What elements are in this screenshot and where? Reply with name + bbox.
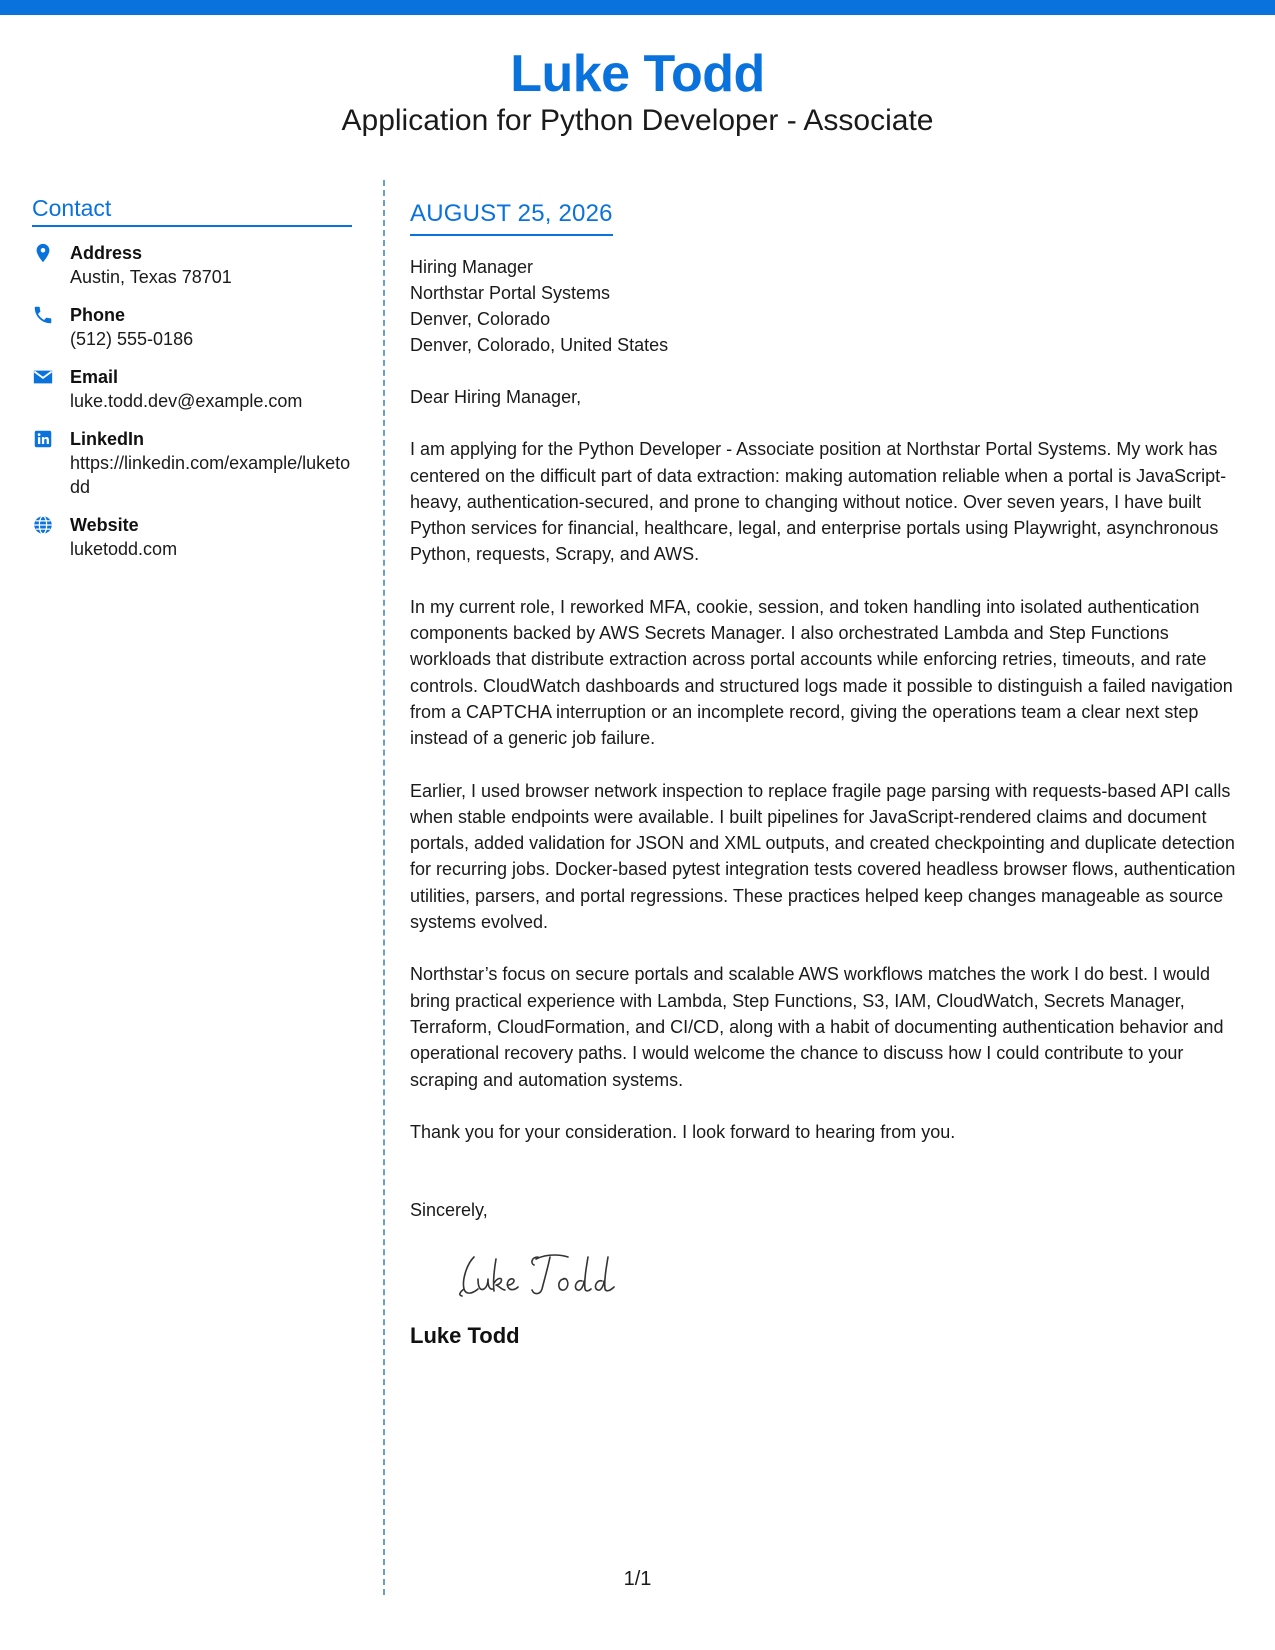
contact-label: Email bbox=[70, 367, 119, 387]
application-subtitle: Application for Python Developer - Associate bbox=[341, 104, 934, 137]
contact-item-linkedin bbox=[32, 427, 352, 499]
letter-header bbox=[0, 42, 1275, 140]
body-paragraph: Thank you for your consideration. I look forward to hearing from you. bbox=[410, 1121, 956, 1142]
contact-label: Phone bbox=[70, 305, 126, 325]
contact-sidebar bbox=[32, 194, 352, 561]
contact-label: Website bbox=[70, 515, 139, 535]
phone-icon bbox=[32, 304, 54, 326]
body-paragraph: I am applying for the Python Developer - Associate position at Northstar Portal Systems. My work has centered on the difficult part of data extraction: making automation reliable when a portal is JavaScript-heavy, authentication-secured, and prone to changing without notice. Over seven years, I have built Python services for financial, healthcare, legal, and enterprise portals using Playwright, asynchronous Python, requests, Scrapy, and AWS. bbox=[410, 439, 1227, 565]
location-pin-icon bbox=[32, 242, 54, 264]
letter-date: AUGUST 25, 2026 bbox=[410, 198, 613, 236]
contact-value[interactable]: https://linkedin.com/example/luketodd bbox=[70, 453, 351, 497]
contact-item-phone bbox=[32, 303, 352, 351]
body-paragraph: In my current role, I reworked MFA, cookie, session, and token handling into isolated authentication components backed by AWS Secrets Manager. I also orchestrated Lambda and Step Functions workloads that distribute extraction across portal accounts while enforcing retries, timeouts, and rate controls. CloudWatch dashboards and structured logs made it possible to distinguish a failed navigation from a CAPTCHA interruption or an incomplete record, giving the operations team a clear next step instead of a generic job failure. bbox=[410, 596, 1233, 749]
recipient-line: Denver, Colorado bbox=[410, 309, 551, 329]
contact-label: Address bbox=[70, 243, 143, 263]
body-paragraph: Earlier, I used browser network inspection to replace fragile page parsing with requests-based API calls when stable endpoints were available. I built pipelines for JavaScript-rendered claims and document portals, added validation for JSON and XML outputs, and created checkpointing and duplicate detection for recurring jobs. Docker-based pytest integration tests covered headless browser flows, authentication utilities, parsers, and portal regressions. These practices helped keep changes manageable as source systems evolved. bbox=[410, 780, 1236, 933]
contact-item-address bbox=[32, 241, 352, 289]
globe-icon bbox=[32, 514, 54, 536]
handwritten-signature bbox=[456, 1245, 1250, 1307]
linkedin-icon bbox=[32, 428, 54, 450]
contact-item-email bbox=[32, 365, 352, 413]
recipient-line: Denver, Colorado, United States bbox=[410, 335, 669, 355]
recipient-line: Northstar Portal Systems bbox=[410, 283, 611, 303]
contact-label: LinkedIn bbox=[70, 429, 145, 449]
closing: Sincerely, bbox=[410, 1200, 488, 1221]
page-number: 1/1 bbox=[623, 1568, 652, 1590]
applicant-name: Luke Todd bbox=[510, 45, 765, 103]
recipient-block bbox=[410, 254, 1250, 358]
contact-value: (512) 555-0186 bbox=[70, 329, 194, 349]
salutation: Dear Hiring Manager, bbox=[410, 387, 582, 407]
envelope-icon bbox=[32, 366, 54, 388]
body-paragraph: Northstar’s focus on secure portals and scalable AWS workflows matches the work I do best. I would bring practical experience with Lambda, Step Functions, S3, IAM, CloudWatch, Secrets Manager, Terraform, CloudFormation, and CI/CD, along with a habit of documenting authentication behavior and operational recovery paths. I would welcome the chance to discuss how I could contribute to your scraping and automation systems. bbox=[410, 964, 1224, 1090]
contact-value[interactable]: luketodd.com bbox=[70, 539, 178, 559]
contact-heading: Contact bbox=[32, 194, 352, 227]
letter-body bbox=[410, 198, 1250, 1351]
contact-value: Austin, Texas 78701 bbox=[70, 267, 232, 287]
top-accent-bar bbox=[0, 0, 1275, 15]
signer-name: Luke Todd bbox=[410, 1323, 520, 1349]
column-divider bbox=[383, 180, 385, 1595]
contact-item-website bbox=[32, 513, 352, 561]
recipient-line: Hiring Manager bbox=[410, 257, 534, 277]
contact-value: luke.todd.dev@example.com bbox=[70, 391, 303, 411]
